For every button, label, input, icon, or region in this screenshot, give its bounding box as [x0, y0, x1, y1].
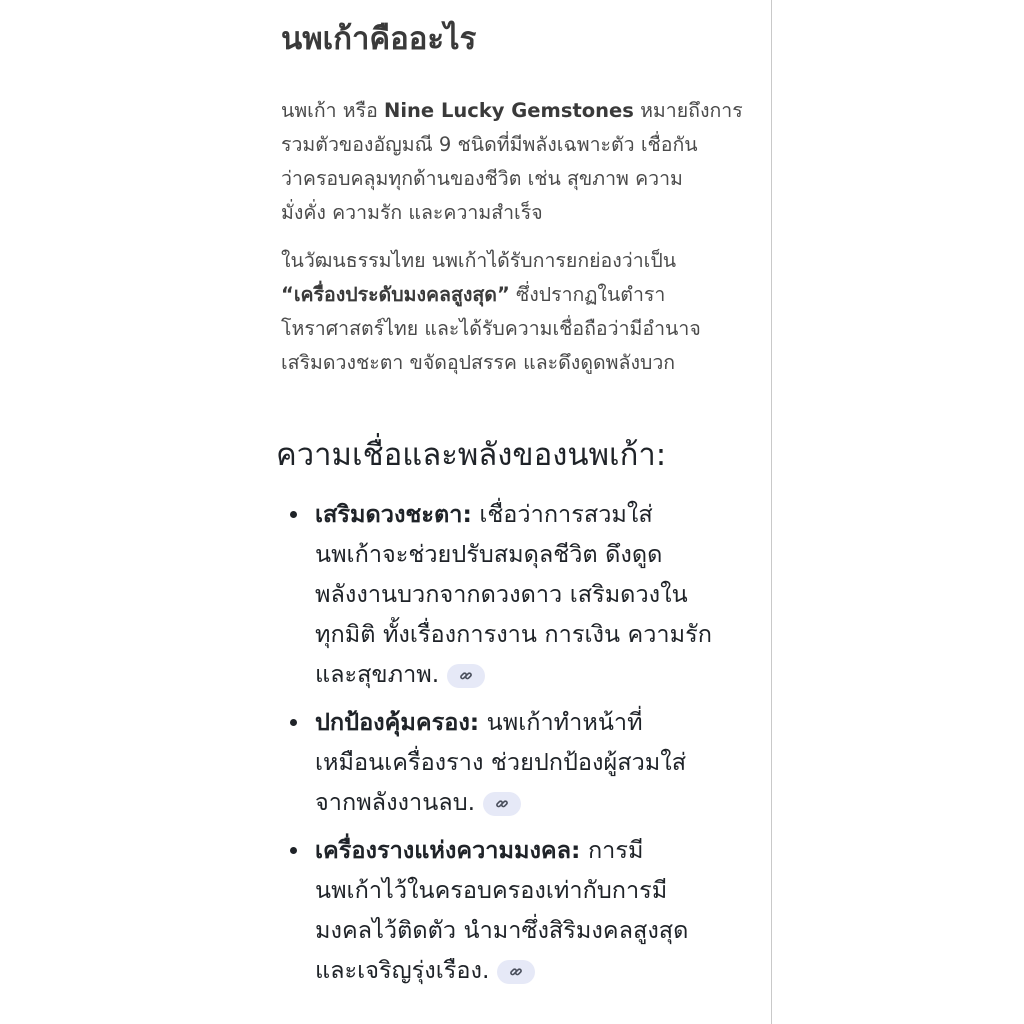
- article: [281, 14, 751, 380]
- source-link-chip[interactable]: [447, 664, 485, 688]
- intro-bold-term: Nine Lucky Gemstones: [384, 99, 634, 122]
- intro-line-1: นพเก้า หรือ Nine Lucky Gemstones หมายถึงการ: [281, 99, 743, 122]
- list-item: เสริมดวงชะตา: เชื่อว่าการสวมใส่ นพเก้าจะช่วยปรับสมดุลชีวิต ดึงดูด พลังงานบวกจากดวงดาว เสริมดวงใน ทุกมิติ ทั้งเรื่องการงาน การเงิน ความรัก และสุขภาพ.: [276, 494, 756, 694]
- beliefs-section: [276, 430, 756, 998]
- link-icon: [509, 965, 523, 979]
- intro-line-2: รวมตัวของอัญมณี 9 ชนิดที่มีพลังเฉพาะตัว เชื่อกัน: [281, 133, 698, 156]
- intro-paragraph: [281, 94, 751, 230]
- item-title: ปกป้องคุ้มครอง:: [315, 708, 480, 736]
- intro-line-3: ว่าครอบคลุมทุกด้านของชีวิต เช่น สุขภาพ ความ: [281, 167, 683, 190]
- list-item: เครื่องรางแห่งความมงคล: การมี นพเก้าไว้ในครอบครองเท่ากับการมี มงคลไว้ติดตัว นำมาซึ่งสิริมงคลสูงสุด และเจริญรุ่งเรือง.: [276, 830, 756, 990]
- beliefs-heading: ความเชื่อและพลังของนพเก้า:: [276, 437, 667, 473]
- culture-paragraph: [281, 244, 751, 380]
- list-item: ปกป้องคุ้มครอง: นพเก้าทำหน้าที่ เหมือนเครื่องราง ช่วยปกป้องผู้สวมใส่ จากพลังงานลบ.: [276, 702, 756, 822]
- culture-bold-term: “เครื่องประดับมงคลสูงสุด”: [281, 283, 510, 306]
- culture-line-2: “เครื่องประดับมงคลสูงสุด” ซึ่งปรากฏในตำรา: [281, 283, 666, 306]
- item-title: เสริมดวงชะตา:: [315, 500, 472, 528]
- intro-line-4: มั่งคั่ง ความรัก และความสำเร็จ: [281, 201, 543, 224]
- source-link-chip[interactable]: [497, 960, 535, 984]
- link-icon: [459, 669, 473, 683]
- bullet-dot: [290, 719, 297, 726]
- vertical-divider: [771, 0, 772, 1024]
- bullet-dot: [290, 847, 297, 854]
- bullet-dot: [290, 511, 297, 518]
- beliefs-list: [276, 494, 756, 990]
- link-icon: [495, 797, 509, 811]
- culture-line-4: เสริมดวงชะตา ขจัดอุปสรรค และดึงดูดพลังบวก: [281, 351, 676, 374]
- source-link-chip[interactable]: [483, 792, 521, 816]
- item-title: เครื่องรางแห่งความมงคล:: [315, 836, 581, 864]
- article-title: นพเก้าคืออะไร: [281, 21, 477, 57]
- culture-line-3: โหราศาสตร์ไทย และได้รับความเชื่อถือว่ามีอำนาจ: [281, 317, 701, 340]
- culture-line-1: ในวัฒนธรรมไทย นพเก้าได้รับการยกย่องว่าเป็น: [281, 249, 677, 272]
